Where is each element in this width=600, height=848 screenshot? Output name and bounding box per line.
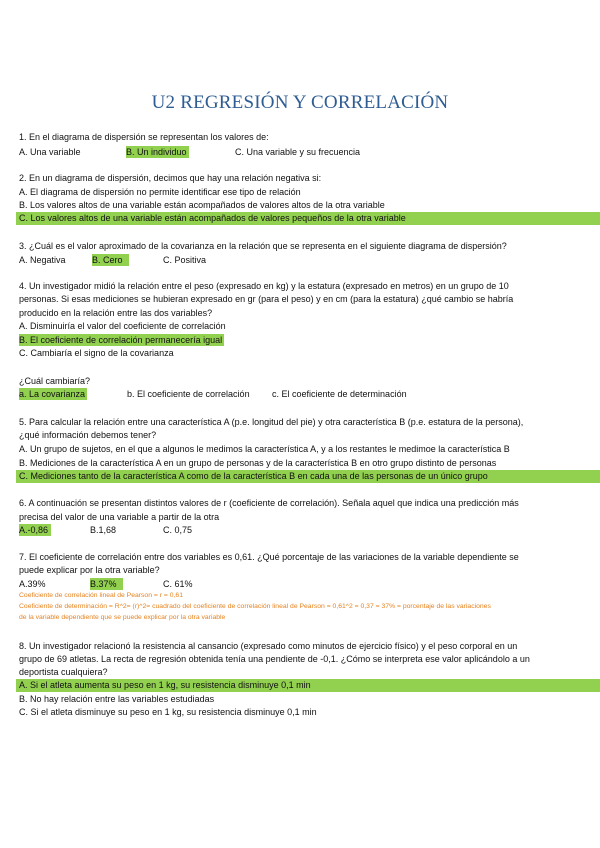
q2-option-c: C. Los valores altos de una variable están acompañados de valores pequeños de la otra variable	[19, 213, 406, 223]
q3-option-a: A. Negativa	[19, 255, 66, 265]
q6-option-c: C. 0,75	[163, 525, 193, 535]
question-4-line-1: 4. Un investigador midió la relación entre el peso (expresado en kg) y la estatura (expresado en metros) en un grupo de 10	[19, 281, 509, 291]
q8-option-b: B. No hay relación entre las variables estudiadas	[19, 694, 215, 704]
question-7-line-1: 7. El coeficiente de correlación entre dos variables es 0,61. ¿Qué porcentaje de las variaciones de la variable dependiente se	[19, 552, 519, 562]
question-5-line-1: 5. Para calcular la relación entre una característica A (p.e. longitud del pie) y otra característica B (p.e. estatura de la persona),	[19, 417, 524, 427]
page-title: U2 REGRESIÓN Y CORRELACIÓN	[151, 92, 449, 113]
q6-option-a: A.-0,86	[19, 524, 51, 536]
q3-option-b: B. Cero	[92, 254, 129, 266]
q8-option-c: C. Si el atleta disminuye su peso en 1 kg, su resistencia disminuye 0,1 min	[19, 707, 317, 717]
question-5-line-2: ¿qué información debemos tener?	[19, 430, 157, 440]
q5-option-a: A. Un grupo de sujetos, en el que a algunos le medimos la característica A, y a los restantes le medimoe la característica B	[19, 444, 510, 454]
question-3: 3. ¿Cuál es el valor aproximado de la covarianza en la relación que se representa en el siguiente diagrama de dispersión?	[19, 241, 507, 251]
question-2: 2. En un diagrama de dispersión, decimos que hay una relación negativa si:	[19, 173, 322, 183]
q4-option-a: A. Disminuiría el valor del coeficiente de correlación	[19, 321, 226, 331]
q7-option-a: A.39%	[19, 579, 46, 589]
question-6-line-1: 6. A continuación se presentan distintos valores de r (coeficiente de correlación). Señala aquel que indica una predicción más	[19, 498, 519, 508]
q2-option-b: B. Los valores altos de una variable están acompañados de valores altos de la otra variable	[19, 200, 385, 210]
q1-option-c: C. Una variable y su frecuencia	[235, 147, 361, 157]
q4-sub-option-c: c. El coeficiente de determinación	[272, 389, 407, 399]
q7-note-line-3: de la variable dependiente que se puede explicar por la otra variable	[19, 614, 226, 621]
question-7-line-2: puede explicar por la otra variable?	[19, 565, 160, 575]
q2-option-a: A. El diagrama de dispersión no permite identificar ese tipo de relación	[19, 187, 301, 197]
q8-option-a: A. Si el atleta aumenta su peso en 1 kg, su resistencia disminuye 0,1 min	[19, 680, 311, 690]
q5-option-c: C. Mediciones tanto de la característica A como de la característica B en cada una de las personas de un único grupo	[19, 471, 488, 481]
q5-option-b: B. Mediciones de la característica A en un grupo de personas y de la característica B en otro grupo distinto de personas	[19, 458, 497, 468]
q7-option-b: B.37%	[90, 578, 123, 590]
q4-sub-option-a: a. La covarianza	[19, 389, 86, 399]
question-4-line-2: personas. Si esas mediciones se hubieran expresado en gr (para el peso) y en cm (para la estatura) ¿qué cambio se habría	[19, 294, 514, 304]
q4-option-c: C. Cambiaría el signo de la covarianza	[19, 348, 174, 358]
q4-option-b: B. El coeficiente de correlación permanecería igual	[19, 335, 223, 345]
q7-note-line-2: Coeficiente de determinación = R^2= (r)^2= cuadrado del coeficiente de correlación lineal de Pearson = 0,61^2 = 0,37 = 37% = porcentaje de las variaciones	[19, 603, 491, 610]
q4-sub-question: ¿Cuál cambiaría?	[19, 376, 91, 386]
q3-option-c: C. Positiva	[163, 255, 207, 265]
question-1: 1. En el diagrama de dispersión se representan los valores de:	[19, 132, 269, 142]
q1-option-b: B. Un individuo	[126, 147, 187, 157]
q7-note-line-1: Coeficiente de correlación lineal de Pearson = r = 0,61	[19, 592, 183, 599]
question-8-line-1: 8. Un investigador relacionó la resistencia al cansancio (expresado como minutos de ejercicio físico) y el peso corporal en un	[19, 641, 518, 651]
q4-sub-option-b: b. El coeficiente de correlación	[127, 389, 250, 399]
question-8-line-3: deportista cualquiera?	[19, 667, 108, 677]
q7-option-c: C. 61%	[163, 579, 193, 589]
q6-option-b: B.1,68	[90, 525, 117, 535]
question-6-line-2: precisa del valor de una variable a partir de la otra	[19, 512, 220, 522]
question-8-line-2: grupo de 69 atletas. La recta de regresión obtenida tenía una pendiente de -0,1. ¿Cómo se interpreta ese valor aplicándolo a un	[19, 654, 530, 664]
q1-option-a: A. Una variable	[19, 147, 81, 157]
question-4-line-3: producido en la relación entre las dos variables?	[19, 308, 213, 318]
